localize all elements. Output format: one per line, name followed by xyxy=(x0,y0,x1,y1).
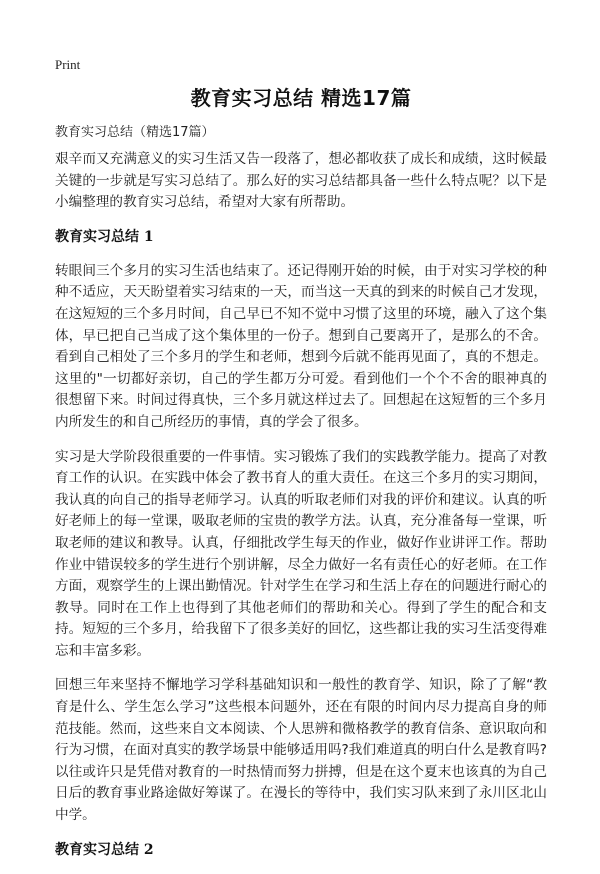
section-1-paragraph-3: 回想三年来坚持不懈地学习学科基础知识和一般性的教育学、知识，除了了解“教育是什么、学生怎么学习”这些根本问题外，还在有限的时间内尽力提高自身的师范技能。然而，这些来自文本阅读、个人思辨和微格教学的教育信条、意识取向和行为习惯，在面对真实的教学场景中能够适用吗?我们难道真的明白什么是教育吗?以往或许只是凭借对教育的一时热情而努力拼搏，但是在这个夏末也该真的为自己日后的教育事业路途做好筹谋了。在漫长的等待中，我们实习队来到了永川区北山中学。 xyxy=(55,677,547,824)
intro-paragraph: 艰辛而又充满意义的实习生活又告一段落了，想必都收获了成长和成绩，这时候最关键的一步就是写实习总结了。那么好的实习总结都具备一些什么特点呢？以下是小编整理的教育实习总结，希望对大家有所帮助。 xyxy=(55,151,547,211)
document-title: 教育实习总结 精选17篇 xyxy=(190,86,412,110)
section-1-paragraph-1: 转眼间三个多月的实习生活也结束了。还记得刚开始的时候，由于对实习学校的种种不适应，天天盼望着实习结束的一天，而当这一天真的到来的时候自己才发现，在这短短的三个多月时间，自己早已不知不觉中习惯了这里的环境，融入了这个集体，早已把自己当成了这个集体里的一份子。想到自己要离开了，是那么的不舍。看到自己相处了三个多月的学生和老师，想到今后就不能再见面了，真的不想走。这里的"一切都好亲切，自己的学生都万分可爱。看到他们一个个不舍的眼神真的很想留下来。时间过得真快，三个多月就这样过去了。回想起在这短暂的三个多月内所发生的和自己所经历的事情，真的学会了很多。 xyxy=(55,262,547,430)
document-subtitle: 教育实习总结（精选17篇） xyxy=(55,125,215,140)
section-heading-2: 教育实习总结 2 xyxy=(55,841,154,858)
print-label[interactable]: Print xyxy=(55,57,81,72)
section-1-paragraph-2: 实习是大学阶段很重要的一件事情。实习锻炼了我们的实践教学能力。提高了对教育工作的认识。在实践中体会了教书育人的重大责任。在这三个多月的实习期间，我认真的向自己的指导老师学习。认真的听取老师们对我的评价和建议。认真的听好老师上的每一堂课，吸取老师的宝贵的教学方法。认真，充分准备每一堂课，听取老师的建议和教导。认真，仔细批改学生每天的作业，做好作业讲评工作。帮助作业中错误较多的学生进行个别讲解，尽全力做好一名有责任心的好老师。在工作方面，观察学生的上课出勤情况。针对学生在学习和生活上存在的问题进行耐心的教导。同时在工作上也得到了其他老师们的帮助和关心。得到了学生的配合和支持。短短的三个多月，给我留下了很多美好的回忆，这些都让我的实习生活变得难忘和丰富多彩。 xyxy=(55,448,547,659)
document-body xyxy=(55,149,547,874)
section-heading-1: 教育实习总结 1 xyxy=(55,228,154,245)
